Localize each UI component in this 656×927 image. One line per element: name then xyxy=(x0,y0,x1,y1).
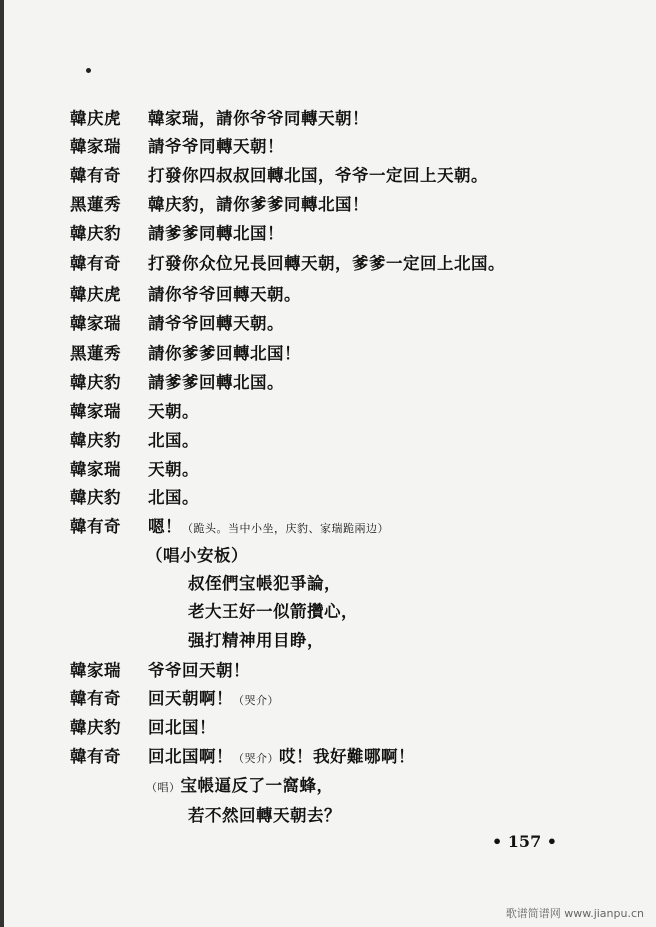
dialogue-text: 打發你四叔叔回轉北国，爷爷一定回上天朝。 xyxy=(148,166,488,185)
stage-direction: （跪头。当中小坐，庆豹、家瑞跪兩边） xyxy=(182,522,389,535)
speaker-name: 韓庆豹 xyxy=(70,718,121,737)
dialogue-line xyxy=(70,456,199,480)
speaker-name: 韓家瑞 xyxy=(70,661,121,680)
dialogue-line xyxy=(70,685,279,709)
dialogue-text: 北国。 xyxy=(148,488,199,507)
speaker-name: 韓家瑞 xyxy=(70,137,121,156)
dialogue-line xyxy=(70,133,284,157)
dialogue-line xyxy=(70,484,199,508)
speaker-name: 韓庆虎 xyxy=(70,285,121,304)
dialogue-text: 回北国！ xyxy=(148,718,216,737)
dialogue-text: 北国。 xyxy=(148,431,199,450)
speaker-name: 韓家瑞 xyxy=(70,460,121,479)
dialogue-line xyxy=(70,513,389,537)
dialogue-line xyxy=(70,398,199,422)
dialogue-text: 請爹爹回轉北国。 xyxy=(148,373,284,392)
dialogue-text: 請你爹爹回轉北国！ xyxy=(148,344,301,363)
page-number: • 157 • xyxy=(492,832,557,851)
speaker-name: 韓庆豹 xyxy=(70,488,121,507)
stage-direction: （哭介） xyxy=(233,694,279,707)
dialogue-line xyxy=(70,310,284,334)
speaker-name: 韓庆豹 xyxy=(70,431,121,450)
singing-cue: （唱） xyxy=(146,781,181,794)
dialogue-line xyxy=(70,427,199,451)
dialogue-line xyxy=(70,105,369,129)
dialogue-text: 韓家瑞，請你爷爷同轉天朝！ xyxy=(148,109,369,128)
dialogue-text: 天朝。 xyxy=(148,402,199,421)
verse-line: 老大王好一似箭攢心， xyxy=(188,602,358,621)
speaker-name: 韓有奇 xyxy=(70,517,121,536)
dialogue-text: 嗯！ xyxy=(148,517,182,536)
speaker-name: 韓有奇 xyxy=(70,254,121,273)
dialogue-line xyxy=(70,250,505,274)
stage-direction: （哭介） xyxy=(233,752,279,765)
speaker-name: 韓庆豹 xyxy=(70,373,121,392)
verse-line: 强打精神用目睁， xyxy=(188,631,324,650)
dialogue-line xyxy=(70,220,284,244)
singing-cue: （唱小安板） xyxy=(146,546,248,565)
dialogue-text: 哎！我好難哪啊！ xyxy=(279,747,415,766)
speaker-name: 韓有奇 xyxy=(70,689,121,708)
verse-line: 叔侄們宝帳犯爭論， xyxy=(188,574,341,593)
verse-line: 宝帳逼反了一窩蜂， xyxy=(180,776,334,795)
dialogue-line xyxy=(70,714,216,738)
dialogue-text: 爷爷回天朝！ xyxy=(148,661,250,680)
dialogue-text: 打發你众位兄長回轉天朝，爹爹一定回上北国。 xyxy=(148,254,505,273)
verse-line: 若不然回轉天朝去？ xyxy=(188,806,341,825)
page-edge xyxy=(0,0,4,927)
dialogue-line xyxy=(70,743,415,767)
aria2-line xyxy=(146,772,334,796)
dialogue-text: 天朝。 xyxy=(148,460,199,479)
dialogue-line xyxy=(70,281,301,305)
dialogue-text: 回北国啊！ xyxy=(148,747,233,766)
speaker-name: 黑蓮秀 xyxy=(70,344,121,363)
dialogue-text: 請爷爷回轉天朝。 xyxy=(148,314,284,333)
speaker-name: 韓家瑞 xyxy=(70,402,121,421)
watermark: 歌谱简谱网 www.jianpu.cn xyxy=(505,907,644,920)
dialogue-line xyxy=(70,191,369,215)
ink-dot xyxy=(86,68,91,73)
dialogue-text: 請爹爹同轉北国！ xyxy=(148,224,284,243)
dialogue-line xyxy=(70,340,301,364)
speaker-name: 韓有奇 xyxy=(70,166,121,185)
speaker-name: 韓家瑞 xyxy=(70,314,121,333)
dialogue-line xyxy=(70,162,488,186)
speaker-name: 韓有奇 xyxy=(70,747,121,766)
speaker-name: 韓庆豹 xyxy=(70,224,121,243)
speaker-name: 黑蓮秀 xyxy=(70,195,121,214)
dialogue-text: 回天朝啊！ xyxy=(148,689,233,708)
dialogue-text: 請爷爷同轉天朝！ xyxy=(148,137,284,156)
dialogue-line xyxy=(70,369,284,393)
dialogue-text: 請你爷爷回轉天朝。 xyxy=(148,285,301,304)
speaker-name: 韓庆虎 xyxy=(70,109,121,128)
dialogue-line xyxy=(70,657,250,681)
dialogue-text: 韓庆豹，請你爹爹同轉北国！ xyxy=(148,195,369,214)
